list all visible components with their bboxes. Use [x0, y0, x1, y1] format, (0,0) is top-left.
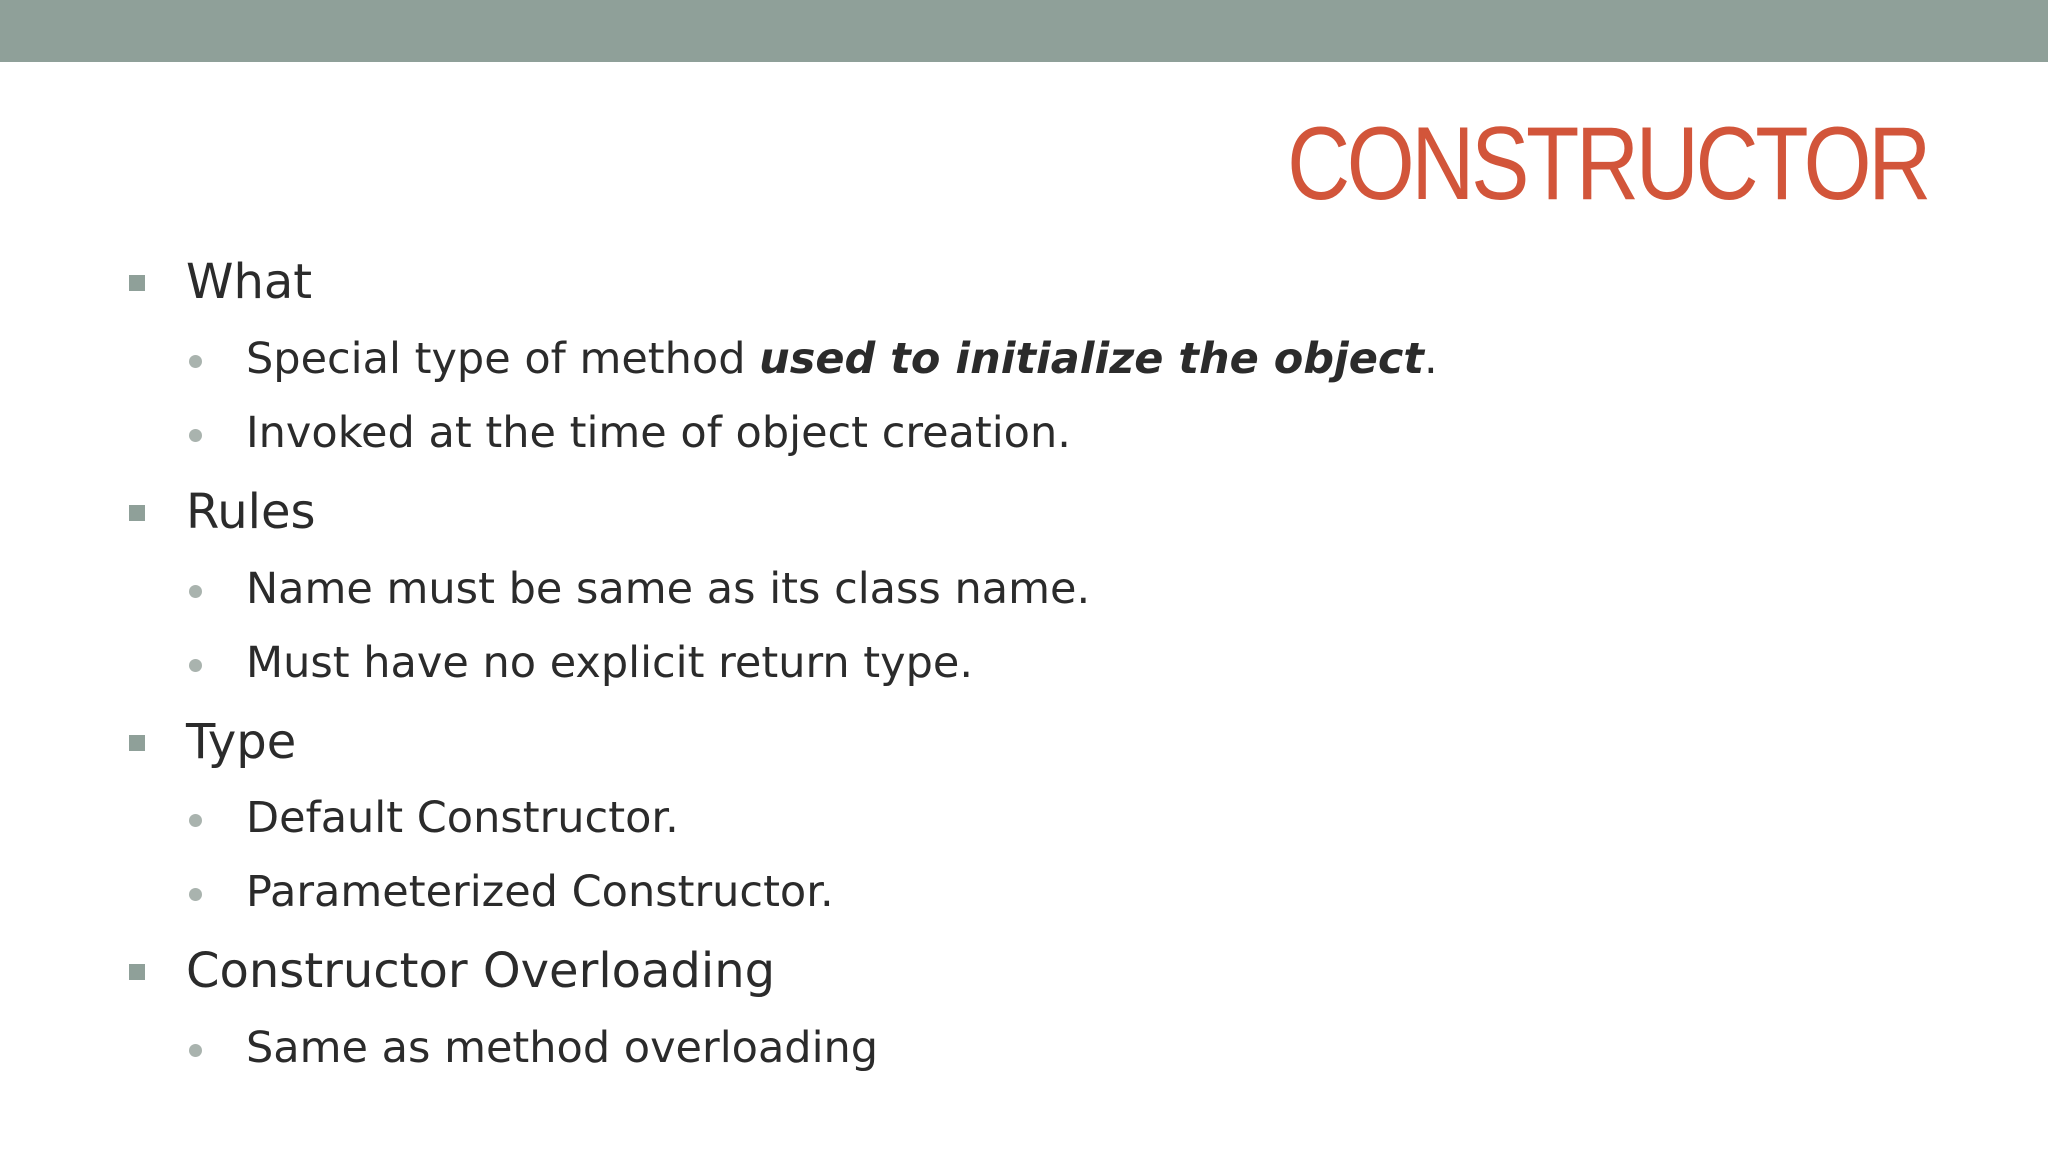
slide-title: CONSTRUCTOR	[1287, 106, 1928, 222]
heading-rules: Rules	[186, 484, 316, 540]
dot-bullet-icon	[189, 429, 202, 442]
heading-type: Type	[186, 714, 297, 770]
sub-bullet-text: Invoked at the time of object creation.	[246, 408, 1071, 458]
square-bullet-icon	[129, 275, 145, 291]
sub-bullet-text	[246, 334, 1438, 384]
dot-bullet-icon	[189, 355, 202, 368]
heading-what: What	[186, 254, 313, 310]
text-period: .	[1423, 334, 1438, 384]
sub-bullet-text: Name must be same as its class name.	[246, 564, 1091, 614]
sub-bullet-text: Same as method overloading	[246, 1023, 879, 1073]
text-plain: Special type of method	[246, 334, 760, 384]
heading-constructor-overloading: Constructor Overloading	[186, 943, 776, 999]
sub-bullet-text: Must have no explicit return type.	[246, 638, 974, 688]
sub-bullet-text: Parameterized Constructor.	[246, 867, 834, 917]
sub-bullet-text: Default Constructor.	[246, 793, 679, 843]
text-emphasis: used to initialize the object	[759, 334, 1424, 384]
dot-bullet-icon	[189, 888, 202, 901]
square-bullet-icon	[129, 735, 145, 751]
square-bullet-icon	[129, 505, 145, 521]
dot-bullet-icon	[189, 585, 202, 598]
square-bullet-icon	[129, 964, 145, 980]
dot-bullet-icon	[189, 659, 202, 672]
dot-bullet-icon	[189, 1044, 202, 1057]
dot-bullet-icon	[189, 814, 202, 827]
